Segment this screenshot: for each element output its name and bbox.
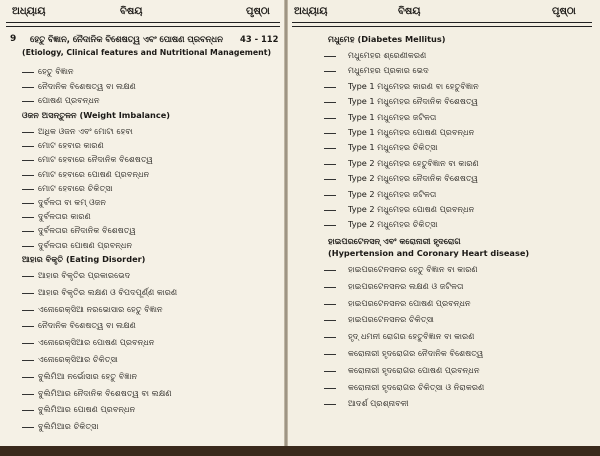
list-item [0,402,284,418]
list-item-label: ମଧୁମେହର ପ୍ରକାର ଭେଦ [348,65,429,76]
dash-marker [22,101,34,102]
list-item [0,369,284,385]
dash-marker [324,304,336,305]
list-item-label: ଅଧିକ ଓଜନ ଏବଂ ମୋଟା ହେବା [38,126,133,136]
list-item-label: ହେତୁ ବିଜ୍ଞାନ [38,66,74,76]
list-item-label: Type 2 ମଧୁମେହର ହେତୁବିଜ୍ଞାନ ବା କାରଣ [348,157,479,168]
list-item [288,202,600,218]
list-item [288,171,600,187]
dash-marker [22,175,34,176]
section-heading-hypertension: ହାଇପରଟେନସନ୍ ଏବଂ କରୋନାରୀ ହୃଦରୋଗ [328,236,461,246]
list-item [288,279,600,295]
chapter-title-english-row [0,46,284,62]
list-item [288,312,600,328]
column-header-chapter: ଅଧ୍ୟାୟ [12,6,46,17]
list-item [288,140,600,156]
list-item-label: Type 2 ମଧୁମେହର ଚିକିତ୍ସା [348,219,438,230]
list-item-label: Type 2 ମଧୁମେହର ପୋଷଣ ପ୍ରବନ୍ଧନ [348,204,475,214]
dash-marker [324,71,336,72]
list-item-label: ବୁଲିମିଆ ନର୍ଭୋସାର ହେତୁ ବିଜ୍ଞାନ [38,370,138,381]
list-item-label: ଆହାର ବିକୃତିର ପ୍ରକାରଭେଦ [38,270,131,280]
list-item-label: ଦୁର୍ବଳତାର ପୋଷଣ ପ୍ରବନ୍ଧନ [38,239,133,250]
left-page [0,0,285,446]
list-item-label: କରୋନାରୀ ହୃଦରୋଗର ଚିକିତ୍ସା ଓ ନିରାକରଣ [348,381,485,392]
list-item-label: ଦୁର୍ବଳତା ବା କମ୍ ଓଜନ [38,197,107,207]
list-item [288,380,600,396]
list-item-label: ବୁଲିମିଆର ନୈଦାନିକ ବିଶେଷତ୍ୱ ବା ଲକ୍ଷଣ [38,387,172,398]
section-heading-row [0,252,284,268]
list-item [288,396,600,412]
dash-marker [324,118,336,119]
section-heading-row [0,108,284,124]
list-item-label: ଏନୋରେକ୍ସିଆର ଚିକିତ୍ସା [38,354,118,364]
dash-marker [22,427,34,428]
dash-marker [22,146,34,147]
column-header-subject: ବିଷୟ [398,6,421,17]
dash-marker [324,148,336,149]
list-item [288,217,600,233]
list-item-label: କରୋନାରୀ ହୃଦରୋଗର ପୋଷଣ ପ୍ରବନ୍ଧନ [348,364,480,375]
list-item-label: ହୃଦ୍ ଧମନୀ ରୋଗର ହେତୁବିଜ୍ଞାନ ବା କାରଣ [348,331,475,342]
list-item [288,63,600,79]
right-page [288,0,600,446]
list-item-label: ହାଇପରଟେନସନର ଚିକିତ୍ସା [348,314,434,325]
dash-marker [22,246,34,247]
list-item-label: ଆହାର ବିକୃତିର ଲକ୍ଷଣ ଓ ବିପଦପୂର୍ଣ୍ଣ କାରଣ [38,286,178,297]
list-item [288,156,600,172]
dash-marker [324,320,336,321]
list-item-label: ଆଦର୍ଶ ପ୍ରଶ୍ନାବଳୀ [348,398,409,409]
dash-marker [22,276,34,277]
list-item-label: ଏନୋରେକ୍ସିଆ ନରଭୋସାର ହେତୁ ବିଜ୍ଞାନ [38,303,163,314]
section-heading-row [288,246,600,262]
dash-marker [324,404,336,405]
dash-marker [324,371,336,372]
dash-marker [22,410,34,411]
section-heading-hypertension-english: (Hypertension and Coronary Heart disease) [328,248,530,258]
header-rule [292,22,592,23]
section-heading-row [288,32,600,48]
list-item-label: ଏନୋରେକ୍ସିଆର ପୋଷଣ ପ୍ରବନ୍ଧନ [38,337,155,348]
list-item [288,363,600,379]
header-rule-double [6,26,280,27]
dash-marker [324,179,336,180]
list-item-label: Type 2 ମଧୁମେହର ନୈଦାନିକ ବିଶେଷତ୍ୱ [348,173,479,184]
list-item-label: ମୋଟ ହେବାରେ ପୋଷଣ ପ୍ରବନ୍ଧନ [38,168,150,179]
list-item-label: ମୋଟ ହେବାରେ ଚିକିତ୍ସା [38,182,113,193]
dash-marker [324,102,336,103]
dash-marker [22,394,34,395]
list-item-label: ଦୁର୍ବଳତାର ନୈଦାନିକ ବିଶେଷତ୍ୱ [38,225,136,236]
list-item [0,268,284,284]
dash-marker [22,189,34,190]
column-header-subject: ବିଷୟ [120,6,143,17]
list-item-label: ମୋଟ ହେବାରେ ନୈଦାନିକ ବିଶେଷତ୍ୱ [38,154,153,165]
dash-marker [22,203,34,204]
list-item-label: ହାଇପରଟେନସନର ପୋଷଣ ପ୍ରବନ୍ଧନ [348,297,471,308]
list-item [288,262,600,278]
column-header-chapter: ଅଧ୍ୟାୟ [294,6,328,17]
list-item-label: ମୋଟ ହେବାର କାରଣ [38,140,104,151]
list-item [288,48,600,64]
dash-marker [324,56,336,57]
list-item-label: Type 1 ମଧୁମେହର ଜଟିଳତା [348,111,437,122]
list-item [0,285,284,301]
list-item-label: କରୋନାରୀ ହୃଦରୋଗର ନୈଦାନିକ ବିଶେଷତ୍ୱ [348,348,484,358]
dash-marker [324,210,336,211]
list-item [288,296,600,312]
dash-marker [22,310,34,311]
list-item [288,187,600,203]
list-item-label: ହାଇପରଟେନସନର ହେତୁ ବିଜ୍ଞାନ ବା କାରଣ [348,264,478,274]
list-item [0,335,284,351]
dash-marker [324,164,336,165]
dash-marker [324,87,336,88]
column-header-page: ପୃଷ୍ଠା [552,6,576,17]
list-item [0,419,284,435]
dash-marker [22,326,34,327]
dash-marker [22,87,34,88]
dash-marker [324,195,336,196]
list-item [0,352,284,368]
dash-marker [324,388,336,389]
list-item [288,110,600,126]
dash-marker [22,132,34,133]
list-item [288,94,600,110]
dash-marker [324,133,336,134]
list-item-label: Type 1 ମଧୁମେହର ନୈଦାନିକ ବିଶେଷତ୍ୱ [348,96,479,107]
list-item-label: ବୁଲିମିଆର ପୋଷଣ ପ୍ରବନ୍ଧନ [38,404,136,415]
dash-marker [324,337,336,338]
chapter-pages: 43 - 112 [240,34,279,44]
list-item-label: ମଧୁମେହର ଶ୍ରେଣୀକରଣ [348,50,427,60]
list-item [288,329,600,345]
list-item-label: ଦୁର୍ବଳତାର କାରଣ [38,211,91,222]
dash-marker [324,270,336,271]
list-item [288,79,600,95]
dash-marker [22,377,34,378]
dash-marker [22,231,34,232]
dash-marker [324,287,336,288]
list-item-label: Type 2 ମଧୁମେହର ଜଟିଳତା [348,188,437,199]
list-item [0,302,284,318]
list-item [0,386,284,402]
list-item [288,125,600,141]
list-item [288,346,600,362]
dash-marker [22,293,34,294]
dash-marker [22,343,34,344]
dash-marker [22,160,34,161]
list-item [0,318,284,334]
section-heading-eating-disorder: ଆହାର ବିକୃତି (Eating Disorder) [22,254,146,264]
chapter-title: ହେତୁ ବିଜ୍ଞାନ, ନୈଦାନିକ ବିଶେଷତ୍ୱ ଏବଂ ପୋଷଣ ପ୍ରବନ୍ଧନ [30,34,223,44]
list-item-label: ହାଇପରଟେନସନର ଲକ୍ଷଣ ଓ ଜଟିଳତା [348,280,464,291]
list-item-label: Type 1 ମଧୁମେହର ପୋଷଣ ପ୍ରବନ୍ଧନ [348,127,475,137]
column-header-page: ପୃଷ୍ଠା [246,6,270,17]
chapter-number: 9 [10,34,17,44]
list-item-label: Type 1 ମଧୁମେହର ଚିକିତ୍ସା [348,142,438,153]
list-item [0,93,284,109]
dash-marker [324,354,336,355]
list-item-label: ବୁଲିମିଆର ଚିକିତ୍ସା [38,421,99,432]
section-heading-diabetes: ମଧୁମେହ (Diabetes Mellitus) [328,34,446,44]
header-rule [6,22,280,23]
dash-marker [324,225,336,226]
chapter-title-english: (Etiology, Clinical features and Nutritional Management) [22,48,272,57]
dash-marker [22,217,34,218]
list-item-label: ନୈଦାନିକ ବିଶେଷତ୍ୱ ବା ଲକ୍ଷଣ [38,320,136,331]
header-rule-double [292,26,592,27]
list-item-label: ପୋଷଣ ପ୍ରବନ୍ଧନ [38,95,100,105]
dash-marker [22,72,34,73]
list-item-label: ନୈଦାନିକ ବିଶେଷତ୍ୱ ବା ଲକ୍ଷଣ [38,80,136,91]
list-item-label: Type 1 ମଧୁମେହର କାରଣ ବା ହେତୁବିଜ୍ଞାନ [348,80,479,91]
dash-marker [22,360,34,361]
section-heading-weight-imbalance: ଓଜନ ଅସନ୍ତୁଳନ (Weight Imbalance) [22,110,171,120]
